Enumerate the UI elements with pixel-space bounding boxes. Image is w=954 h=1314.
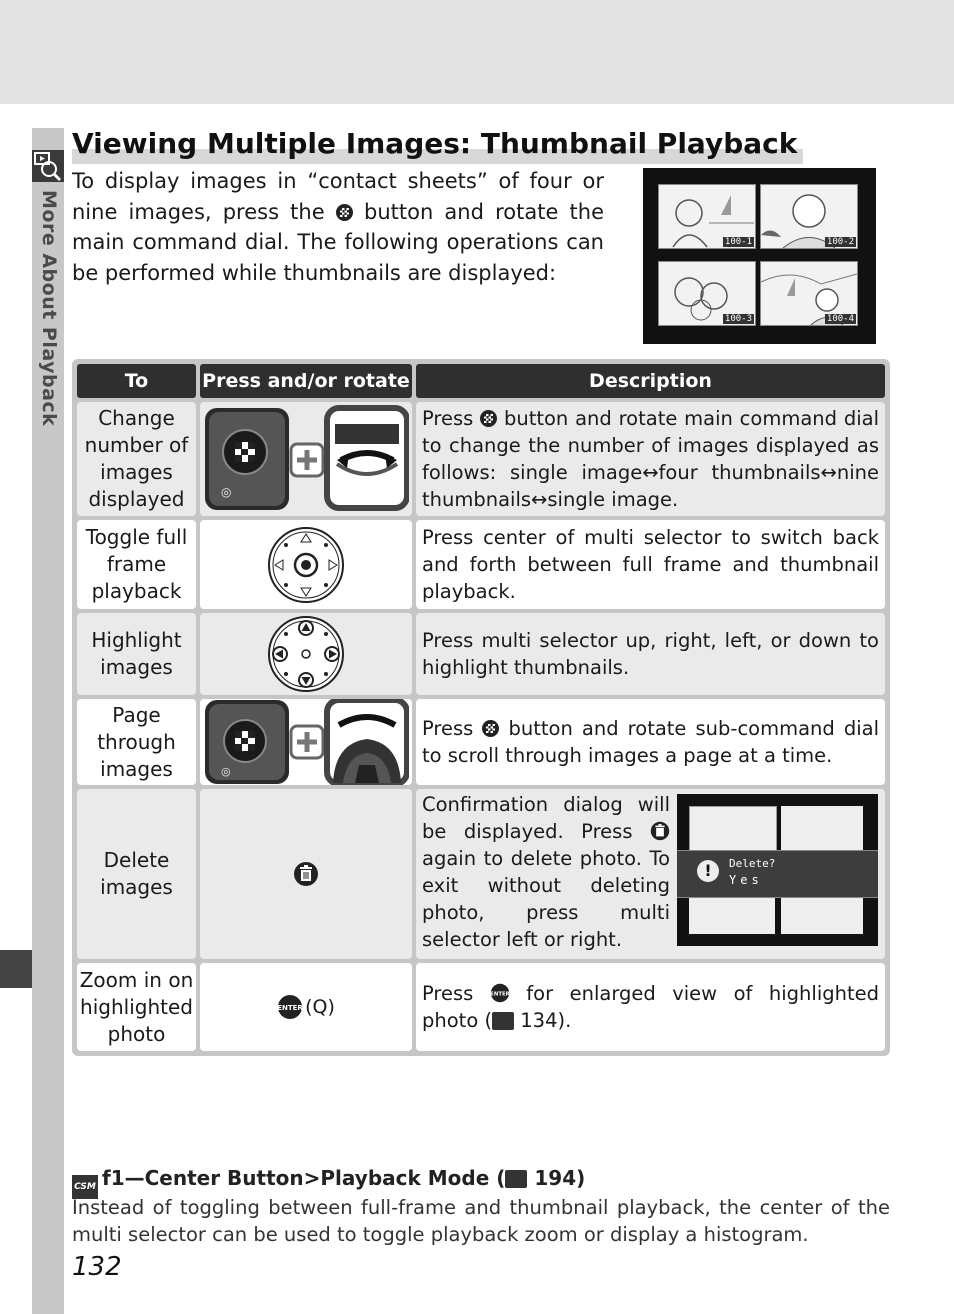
row-change-number-description — [416, 402, 885, 516]
playback-zoom-icon — [32, 150, 64, 182]
intro-text-before: To display images in “contact sheets” of four or nine images, press the — [72, 169, 604, 224]
operations-table — [72, 359, 890, 1056]
row-zoom-description — [416, 963, 885, 1051]
top-band — [0, 0, 954, 104]
description-text: Press multi selector up, right, left, or down to highlight thumbnails. — [422, 629, 879, 679]
svg-text:ENTER: ENTER — [489, 991, 510, 998]
thumbnail-button-icon — [336, 204, 353, 221]
sidebar-section-label: More About Playback — [38, 190, 60, 427]
row-zoom-to: Zoom in on highlighted photo — [77, 963, 196, 1051]
thumbnail-tag: 100-2 — [826, 237, 854, 247]
row-delete-to: Delete images — [77, 789, 196, 959]
description-text: button and rotate main command dial to change the number of images displayed as follows: single image↔four thumbnails↔nine thumbnails↔single image. — [422, 407, 879, 511]
thumbnail-button-icon — [482, 720, 499, 737]
header-press-rotate: Press and/or rotate — [200, 364, 412, 398]
sidebar-tab-marker — [0, 950, 32, 988]
description-text: again to delete photo. To exit without deleting photo, press multi selector left or right. — [422, 847, 670, 951]
description-text: ). — [557, 1009, 572, 1032]
description-text: Press — [422, 982, 474, 1005]
row-toggle-control — [200, 520, 412, 609]
trash-icon — [293, 861, 319, 887]
thumbnail-4 — [760, 261, 858, 326]
thumbnail-3 — [658, 261, 756, 326]
thumbnail-button-main-dial-icon — [203, 404, 409, 514]
row-change-number-to: Change number of images displayed — [77, 402, 196, 516]
csm-page-reference: 194 — [534, 1166, 577, 1190]
row-delete-description — [416, 789, 885, 959]
warning-icon: ! — [697, 860, 719, 882]
delete-description-text — [422, 791, 670, 953]
delete-dialog — [677, 850, 878, 898]
dialog-prompt: Delete? — [729, 857, 776, 870]
row-page-through-control — [200, 699, 412, 785]
svg-text:◎: ◎ — [221, 765, 231, 778]
thumbnail-2 — [760, 184, 858, 249]
thumbnail-button-icon — [480, 410, 497, 427]
multi-selector-center-icon — [266, 525, 346, 605]
thumbnail-2 — [781, 806, 863, 852]
page-reference-icon — [492, 1012, 514, 1030]
thumbnail-1 — [689, 806, 777, 854]
row-toggle-description — [416, 520, 885, 609]
csm-heading-text: f1—Center Button>Playback Mode ( — [102, 1166, 506, 1190]
description-text: button and rotate sub-command dial to scroll through images a page at a time. — [422, 717, 880, 767]
row-page-through-description — [416, 699, 885, 785]
row-page-through-to: Page through images — [77, 699, 196, 785]
header-description: Description — [416, 364, 885, 398]
svg-text:ENTER: ENTER — [277, 1004, 303, 1012]
description-text: Press center of multi selector to switch back and forth between full frame and thumbnail playback. — [422, 526, 879, 603]
enter-button-icon — [277, 994, 303, 1020]
thumbnail-tag: 100-4 — [826, 314, 854, 324]
csm-heading-end: ) — [576, 1166, 586, 1190]
row-toggle-to: Toggle full frame playback — [77, 520, 196, 609]
delete-dialog-screenshot — [677, 794, 878, 946]
custom-setting-icon: CSM — [72, 1175, 98, 1199]
page-reference: 134 — [520, 1009, 558, 1032]
thumbnail-4 — [781, 898, 863, 934]
thumbnail-preview-image — [643, 168, 876, 344]
row-highlight-description — [416, 613, 885, 695]
svg-text:◎: ◎ — [221, 485, 232, 499]
enter-button-icon — [490, 983, 510, 1003]
row-zoom-control — [200, 963, 412, 1051]
intro-text-after: button and rotate the main command dial. The following operations can be performed while thumbnails are displayed: — [72, 199, 604, 285]
description-text: Press — [422, 717, 474, 740]
dialog-option: Yes — [729, 873, 763, 887]
trash-icon — [650, 821, 670, 841]
multi-selector-directions-icon — [266, 614, 346, 694]
thumbnail-tag: 100-1 — [724, 237, 752, 247]
description-text: Confirmation dialog will be displayed. Press — [422, 793, 670, 843]
page-number: 132 — [72, 1252, 122, 1282]
zoom-button-label: (Q) — [305, 996, 335, 1018]
thumbnail-3 — [689, 898, 775, 934]
thumbnail-tag: 100-3 — [724, 314, 752, 324]
thumbnail-button-sub-dial-icon — [203, 699, 409, 785]
description-text: for enlarged view of highlighted photo ( — [422, 982, 879, 1032]
thumbnail-1 — [658, 184, 756, 249]
csm-note-text: Instead of toggling between full-frame and thumbnail playback, the center of the multi selector can be used to toggle playback zoom or display a histogram. — [72, 1196, 890, 1246]
row-change-number-control — [200, 402, 412, 516]
row-highlight-to: Highlight images — [77, 613, 196, 695]
header-to: To — [77, 364, 196, 398]
row-delete-control — [200, 789, 412, 959]
intro-paragraph — [72, 166, 604, 288]
description-text: Press — [422, 407, 474, 430]
page-title: Viewing Multiple Images: Thumbnail Playback — [72, 124, 803, 164]
page-reference-icon — [505, 1170, 527, 1188]
row-highlight-control — [200, 613, 412, 695]
